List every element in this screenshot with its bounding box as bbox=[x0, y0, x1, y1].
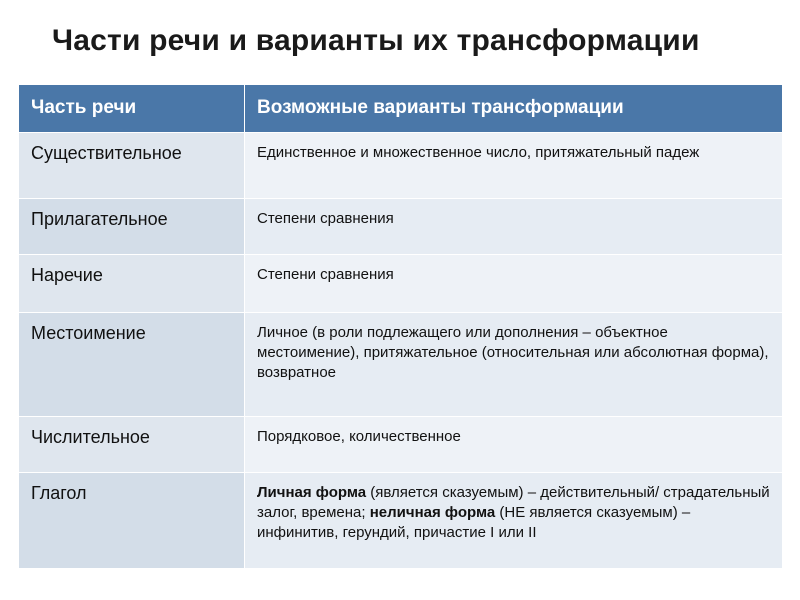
page-title: Части речи и варианты их трансформации bbox=[52, 24, 700, 57]
cell-part-of-speech: Местоимение bbox=[19, 313, 245, 417]
table-row bbox=[19, 255, 783, 313]
column-header-part-of-speech: Часть речи bbox=[19, 85, 245, 133]
column-header-transformations: Возможные варианты трансформации bbox=[245, 85, 783, 133]
table-header-row bbox=[19, 85, 783, 133]
parts-of-speech-table bbox=[18, 84, 783, 569]
table-row bbox=[19, 473, 783, 569]
cell-part-of-speech: Прилагательное bbox=[19, 199, 245, 255]
cell-transformations: Степени сравнения bbox=[245, 199, 783, 255]
table-row bbox=[19, 417, 783, 473]
table-row bbox=[19, 133, 783, 199]
cell-transformations: Единственное и множественное число, притяжательный падеж bbox=[245, 133, 783, 199]
cell-part-of-speech: Глагол bbox=[19, 473, 245, 569]
cell-transformations: Порядковое, количественное bbox=[245, 417, 783, 473]
cell-transformations: Степени сравнения bbox=[245, 255, 783, 313]
cell-transformations: Личное (в роли подлежащего или дополнения – объектное местоимение), притяжательное (относительная или абсолютная форма), возвратное bbox=[245, 313, 783, 417]
cell-part-of-speech: Наречие bbox=[19, 255, 245, 313]
cell-transformations: Личная форма (является сказуемым) – действительный/ страдательный залог, времена; неличная форма (НЕ является сказуемым) – инфинитив, герундий, причастие I или II bbox=[245, 473, 783, 569]
table-body bbox=[19, 133, 783, 569]
parts-of-speech-table-wrapper bbox=[18, 84, 782, 569]
cell-part-of-speech: Существительное bbox=[19, 133, 245, 199]
cell-part-of-speech: Числительное bbox=[19, 417, 245, 473]
table-row bbox=[19, 313, 783, 417]
table-row bbox=[19, 199, 783, 255]
